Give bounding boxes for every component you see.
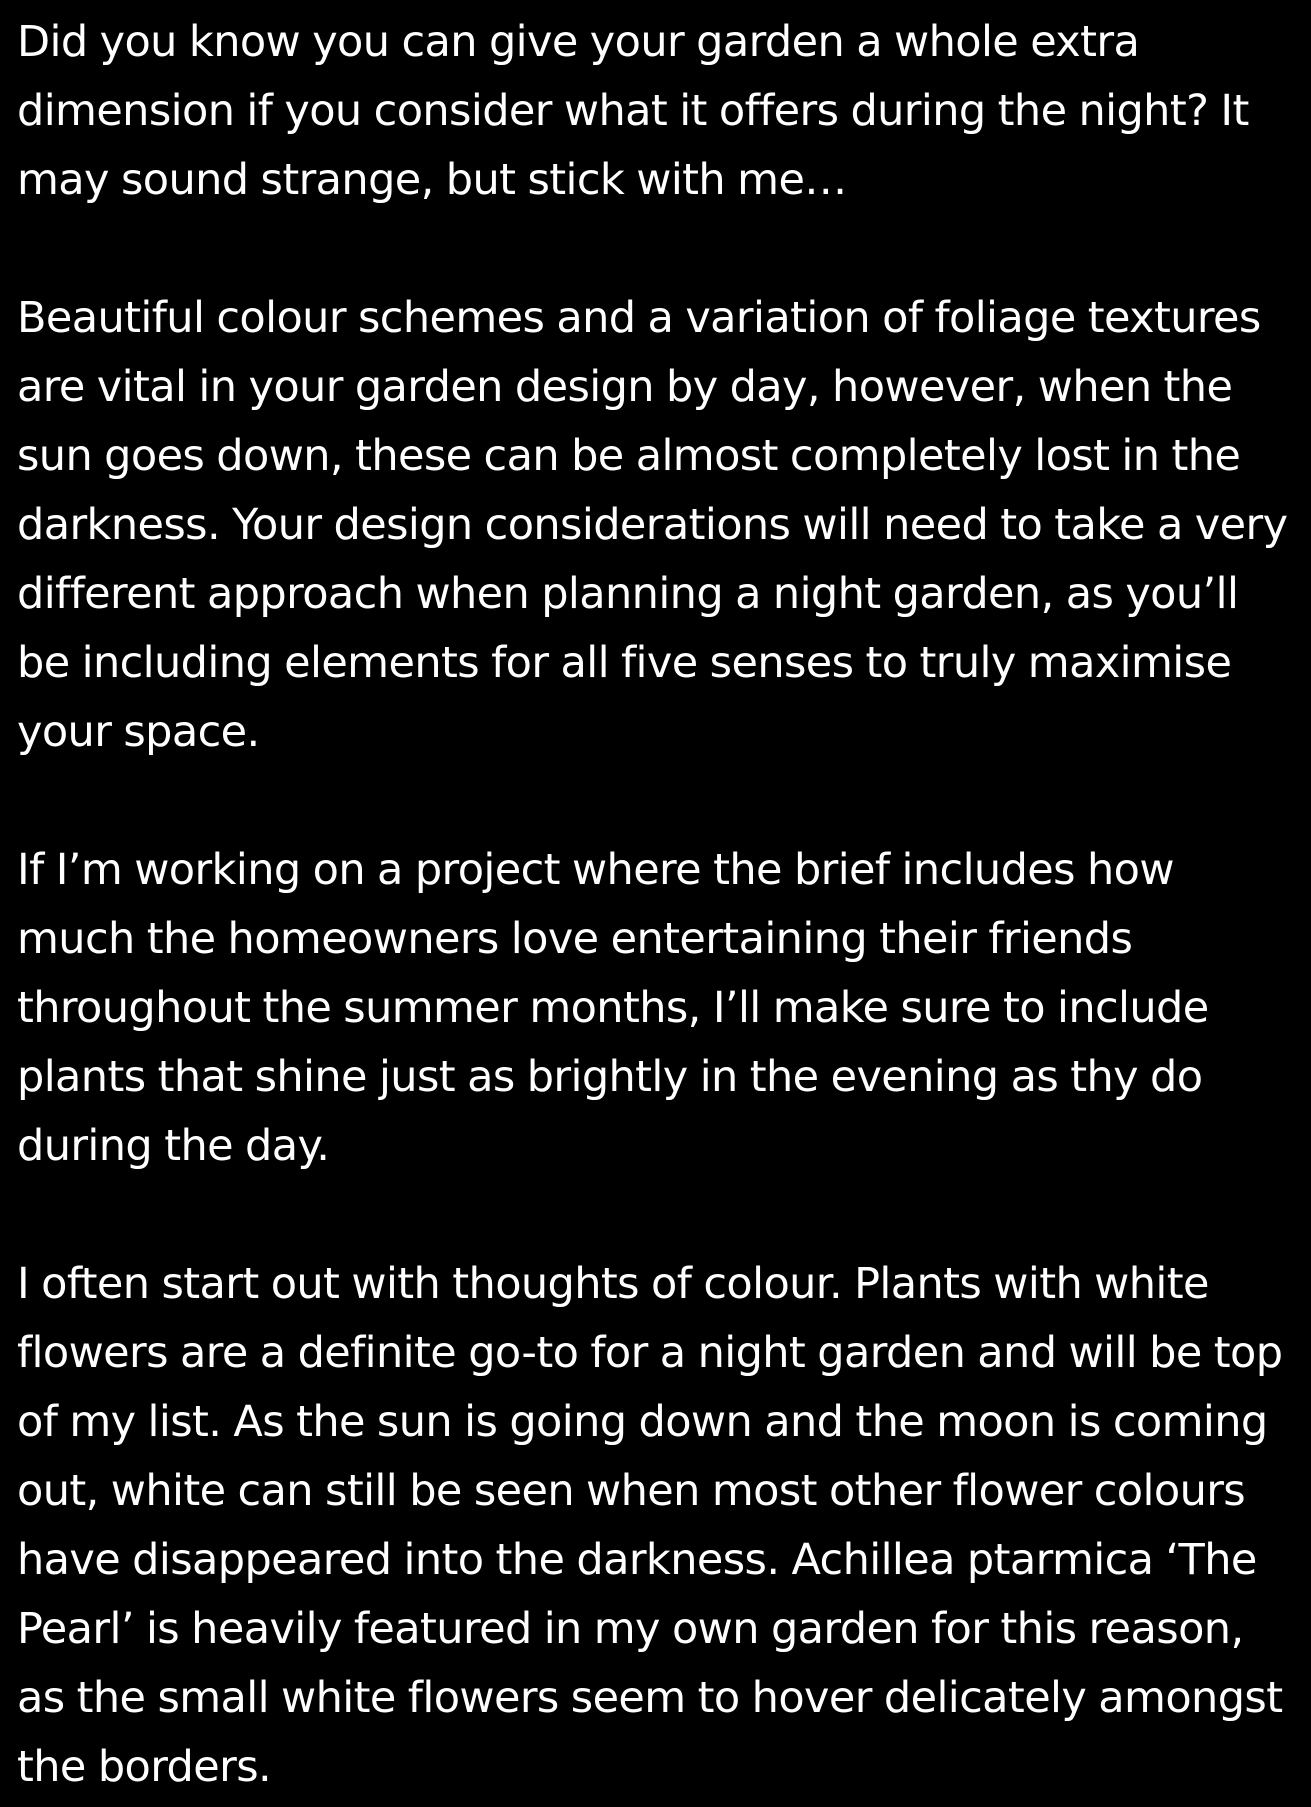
entertaining-paragraph: If I’m working on a project where the brief includes how much the homeowners love entertaining their friends throughout the summer months, I’ll make sure to include plants that shine just as brightly in the evening as thy do during the day. — [17, 845, 1209, 1171]
colour-textures-paragraph: Beautiful colour schemes and a variation of foliage textures are vital in your garden design by day, however, when the sun goes down, these can be almost completely lost in the darkness. Your design considerations will need to take a very different approach when planning a night garden, as you’ll be including elements for all five senses to truly maximise your space. — [17, 293, 1288, 757]
intro-paragraph: Did you know you can give your garden a whole extra dimension if you consider what it offers during the night? It may sound strange, but stick with me… — [17, 17, 1249, 205]
white-flowers-paragraph: I often start out with thoughts of colour. Plants with white flowers are a definite go-to for a night garden and will be top of my list. As the sun is going down and the moon is coming out, white can still be seen when most other flower colours have disappeared into the darkness. Achillea ptarmica ‘The Pearl’ is heavily featured in my own garden for this reason, as the small white flowers seem to hover delicately amongst the borders. — [17, 1259, 1283, 1792]
article-body — [17, 8, 1302, 1802]
